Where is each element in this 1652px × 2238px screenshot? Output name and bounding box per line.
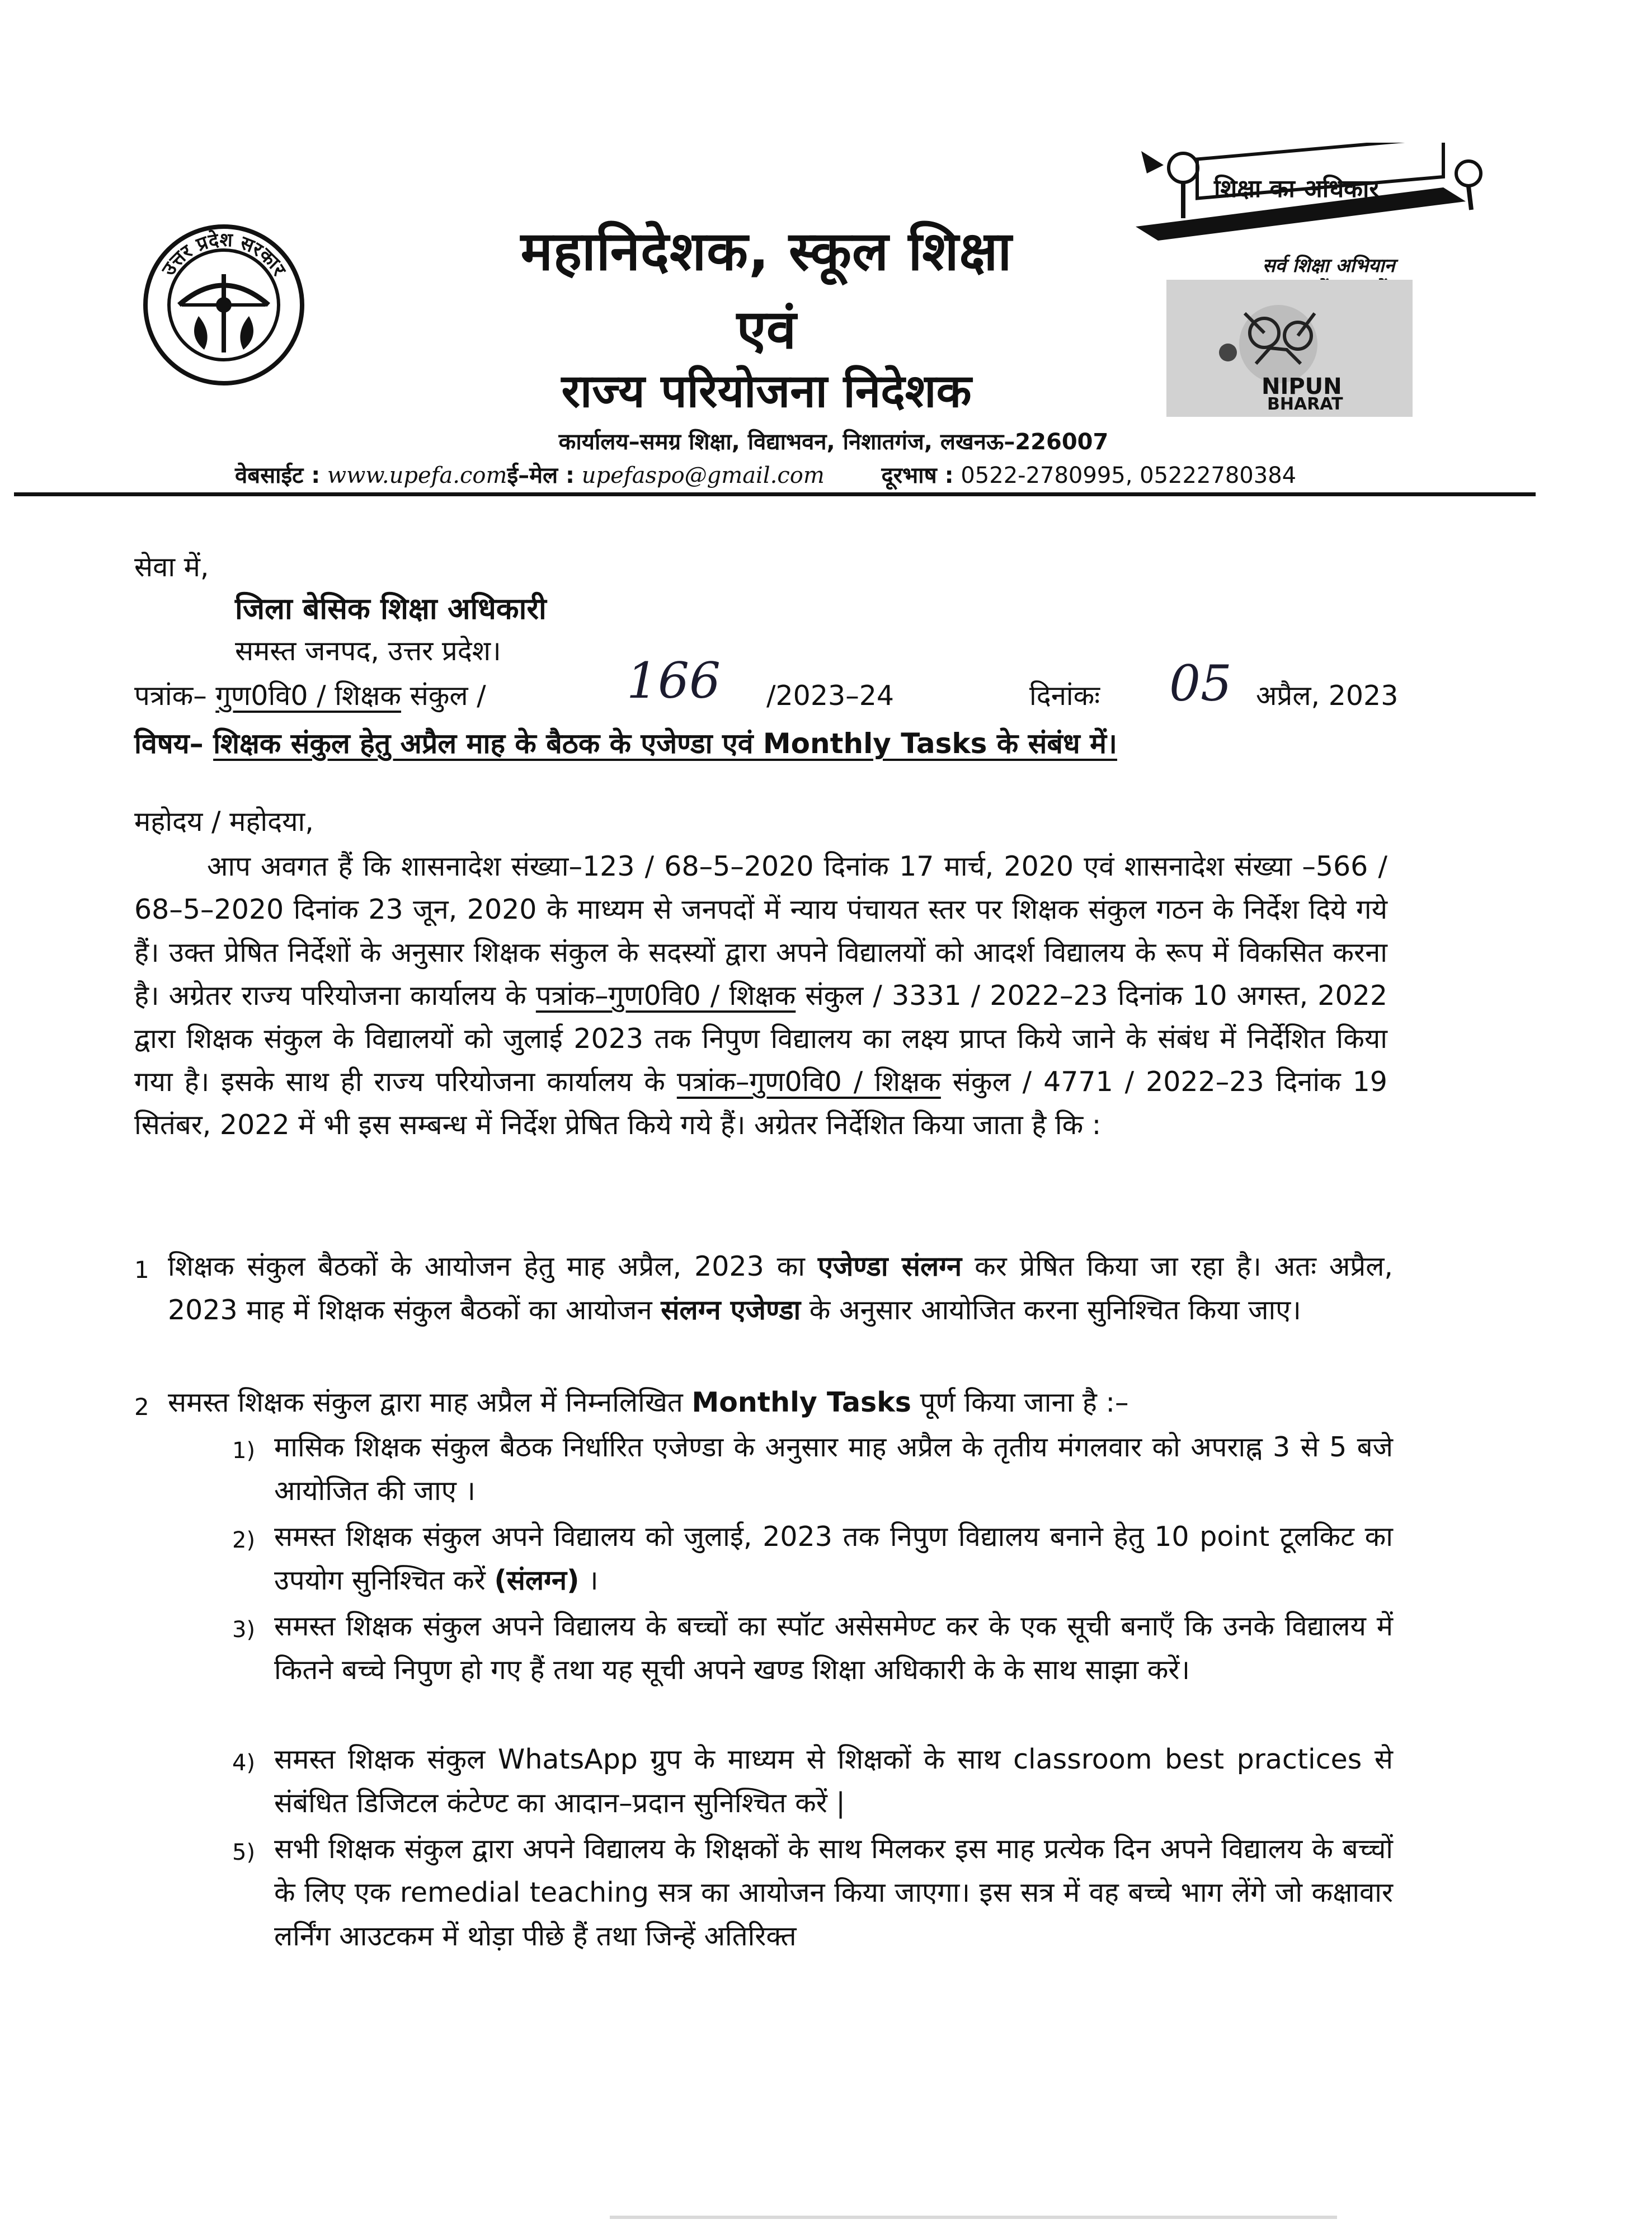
ssa-logo-line1: सर्व शिक्षा अभियान	[1262, 255, 1395, 277]
header-divider	[14, 492, 1536, 496]
point1-number: 1	[134, 1256, 149, 1283]
point2-text-part2: पूर्ण किया जाना है :–	[911, 1386, 1129, 1418]
point2-text-part1: समस्त शिक्षक संकुल द्वारा माह अप्रैल में निम्नलिखित	[168, 1386, 692, 1418]
up-government-emblem	[140, 221, 308, 389]
date-month-year: अप्रैल, 2023	[1256, 680, 1399, 712]
nipun-bharat-logo	[1166, 280, 1413, 417]
address-location: समस्त जनपद, उत्तर प्रदेश।	[235, 635, 501, 667]
body-paragraph	[134, 845, 1387, 1146]
point2-number: 2	[134, 1393, 149, 1421]
shiksha-ka-adhikar-logo	[1130, 143, 1488, 249]
subject-label: विषय–	[134, 727, 204, 760]
email-label: ई–मेल :	[507, 463, 575, 488]
paragraph-part3: संकुल / 4771 / 2022–23 दिनांक 19 सितंबर, 2022 में भी इस सम्बन्ध में निर्देश प्रेषित किये गये हैं। अग्रेतर निर्देशित किया जाता है कि :	[134, 1066, 1387, 1141]
subpoint2-bold-attached: (संलग्न)	[494, 1564, 580, 1596]
website-link[interactable]: www.upefa.com	[327, 463, 507, 488]
point1-bold-attached: संलग्न एजेण्डा	[661, 1294, 801, 1326]
svg-text:उत्तर प्रदेश सरकार: उत्तर प्रदेश सरकार	[157, 228, 290, 280]
subpoint2-text	[274, 1515, 1393, 1602]
scan-footer-artifact	[610, 2216, 1337, 2219]
subpoint4-text: समस्त शिक्षक संकुल WhatsApp ग्रुप के माध्यम से शिक्षकों के साथ classroom best practices से संबंधित डिजिटल कंटेण्ट का आदान–प्रदान सुनिश्चित करें |	[274, 1743, 1393, 1819]
handwritten-letter-number: 166	[627, 652, 721, 709]
point1-bold-agenda: एजेण्डा संलग्न	[817, 1250, 962, 1282]
subpoint4-number: 4)	[232, 1750, 256, 1776]
point2-bold-monthly-tasks: Monthly Tasks	[691, 1386, 911, 1418]
shiksha-ka-adhikar-text: शिक्षा का अधिकार	[1214, 175, 1380, 203]
reference-line	[134, 674, 486, 718]
header-title-line1: महानिदेशक, स्कूल शिक्षा	[520, 220, 1013, 283]
paragraph-ref2: पत्रांक–गुण0वि0 / शिक्षक	[676, 1066, 941, 1098]
paragraph-part2: संकुल / 3331 / 2022–23 दिनांक 10 अगस्त, 2022 द्वारा शिक्षक संकुल के विद्यालयों को जुलाई 2023 तक निपुण विद्यालय का लक्ष्य प्राप्त किये जाने के संबंध में निर्देशित किया गया है। इसके साथ ही राज्य परियोजना कार्यालय के	[134, 980, 1387, 1098]
point1-text	[168, 1245, 1393, 1332]
handwritten-date-day: 05	[1169, 655, 1232, 712]
subpoint2-text-end: ।	[579, 1564, 599, 1596]
nipun-text: NIPUN	[1262, 374, 1342, 399]
paragraph-part1: आप अवगत हैं कि शासनादेश संख्या–123 / 68–5–2020 दिनांक 17 मार्च, 2020 एवं शासनादेश संख्या –566 / 68–5–2020 दिनांक 23 जून, 2020 के माध्यम से जनपदों में न्याय पंचायत स्तर पर शिक्षक संकुल गठन के निर्देश दिये गये हैं। उक्त प्रेषित निर्देशों के अनुसार शिक्षक संकुल के सदस्यों द्वारा अपने विद्यालयों को आदर्श विद्यालय के रूप में विकसित करना है। अग्रेतर राज्य परियोजना कार्यालय के	[134, 850, 1387, 1012]
phone-label: दूरभाष :	[881, 463, 954, 488]
reference-code: गुण0वि0 / शिक्षक	[215, 680, 402, 712]
subject-line	[134, 722, 1117, 765]
reference-year: /2023–24	[766, 680, 895, 712]
subpoint1-text: मासिक शिक्षक संकुल बैठक निर्धारित एजेण्डा के अनुसार माह अप्रैल के तृतीय मंगलवार को अपराह्न 3 से 5 बजे आयोजित की जाए ।	[274, 1431, 1393, 1507]
subpoint5-text: सभी शिक्षक संकुल द्वारा अपने विद्यालय के शिक्षकों के साथ मिलकर इस माह प्रत्येक दिन अपने विद्यालय के बच्चों के लिए एक remedial teaching सत्र का आयोजन किया जाएगा। इस सत्र में वह बच्चे भाग लेंगे जो कक्षावार लर्निंग आउटकम में थोड़ा पीछे हैं तथा जिन्हें अतिरिक्त	[274, 1833, 1393, 1952]
office-address: कार्यालय–समग्र शिक्षा, विद्याभवन, निशातगंज, लखनऊ–226007	[558, 429, 1109, 455]
point1-text-part2: कर प्रेषित किया जा रहा है। अतः अप्रैल, 2023 माह में शिक्षक संकुल बैठकों का आयोजन	[168, 1250, 1393, 1326]
point2-text	[168, 1381, 1393, 1424]
header-title-line2: एवं	[736, 298, 797, 361]
paragraph-ref1: पत्रांक–गुण0वि0 / शिक्षक	[535, 980, 796, 1012]
contact-line	[235, 459, 1296, 490]
website-label: वेबसाईट :	[235, 463, 321, 488]
address-to: सेवा में,	[134, 551, 209, 583]
header-title-line3: राज्य परियोजना निदेशक	[561, 365, 972, 418]
subpoint5-number: 5)	[232, 1840, 256, 1865]
subpoint2-number: 2)	[232, 1527, 256, 1553]
salutation: महोदय / महोदया,	[134, 806, 314, 838]
bharat-text: BHARAT	[1267, 394, 1343, 414]
point1-text-part1: शिक्षक संकुल बैठकों के आयोजन हेतु माह अप्रैल, 2023 का	[168, 1250, 818, 1282]
date-label: दिनांकः	[1029, 680, 1100, 712]
email-link[interactable]: upefaspo@gmail.com	[581, 463, 825, 488]
subpoint1-number: 1)	[232, 1438, 256, 1464]
phone-number: 0522-2780995, 05222780384	[961, 463, 1297, 488]
subpoint3-number: 3)	[232, 1617, 256, 1643]
reference-code-rest: संकुल /	[410, 680, 486, 712]
address-recipient: जिला बेसिक शिक्षा अधिकारी	[235, 592, 547, 626]
point1-text-part3: के अनुसार आयोजित करना सुनिश्चित किया जाए।	[801, 1294, 1301, 1326]
subpoint3-text: समस्त शिक्षक संकुल अपने विद्यालय के बच्चों का स्पॉट असेसमेण्ट कर के एक सूची बनाएँ कि उनके विद्यालय में कितने बच्चे निपुण हो गए हैं तथा यह सूची अपने खण्ड शिक्षा अधिकारी के के साथ साझा करें।	[274, 1610, 1393, 1686]
subpoint2-text-main: समस्त शिक्षक संकुल अपने विद्यालय को जुलाई, 2023 तक निपुण विद्यालय बनाने हेतु 10 point टूलकिट का उपयोग सुनिश्चित करें	[274, 1521, 1393, 1596]
reference-label: पत्रांक–	[134, 680, 207, 712]
subject-text: शिक्षक संकुल हेतु अप्रैल माह के बैठक के एजेण्डा एवं Monthly Tasks के संबंध में।	[213, 727, 1117, 760]
